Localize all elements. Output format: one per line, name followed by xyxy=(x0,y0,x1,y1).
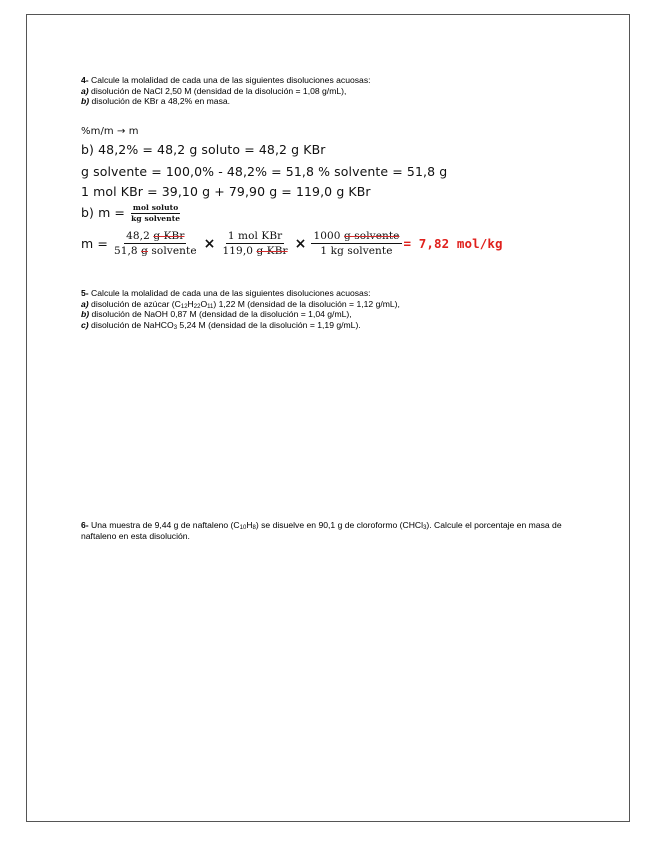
statement-text: ). Calcule el porcentaje en masa de naftaleno en esta disolución. xyxy=(81,520,562,541)
cancelled-unit: g KBr xyxy=(256,245,288,257)
fraction-denominator xyxy=(220,244,289,258)
handwritten-line-1: b) 48,2% = 48,2 g soluto = 48,2 g KBr xyxy=(81,142,326,157)
problem-4-part-b xyxy=(81,96,581,107)
part-text: disolución de KBr a 48,2% en masa. xyxy=(91,96,231,106)
statement-text: ) se disuelve en 90,1 g de cloroformo (CHCl xyxy=(255,520,424,530)
fraction-denominator: 1 kg solvente xyxy=(320,245,393,257)
subscript: 11 xyxy=(207,303,214,310)
part-label: a) xyxy=(81,298,89,309)
problem-number: 6- xyxy=(81,520,89,530)
part-label: c) xyxy=(81,319,89,330)
fraction-denominator xyxy=(112,244,199,258)
fraction-denominator: kg solvente xyxy=(131,214,181,223)
handwritten-pct-label: %m/m → m xyxy=(81,126,139,137)
fraction-mass-solute xyxy=(112,229,199,258)
num-value: 48,2 xyxy=(126,230,154,242)
part-label: b) xyxy=(81,96,90,106)
statement-text: Calcule la molalidad de cada una de las siguientes disoluciones acuosas: xyxy=(91,288,371,298)
molality-definition-fraction xyxy=(129,203,182,224)
part-text: O xyxy=(200,298,208,309)
problem-number: 4- xyxy=(81,75,89,85)
cancelled-unit: g KBr xyxy=(153,230,185,242)
problem-5-part-a xyxy=(81,299,581,310)
part-text: disolución de NaHCO xyxy=(91,319,174,330)
problem-5 xyxy=(81,288,581,330)
handwritten-line-4 xyxy=(81,203,182,224)
result-answer: = 7,82 mol/kg xyxy=(403,236,503,251)
problem-4-part-a xyxy=(81,86,581,97)
part-text: H xyxy=(187,298,194,309)
subscript: 3 xyxy=(423,525,427,531)
part-text: disolución de NaOH 0,87 M (densidad de la disolución = 1,04 g/mL), xyxy=(91,309,352,319)
subscript: 3 xyxy=(173,324,178,331)
handwritten-line-2: g solvente = 100,0% - 48,2% = 51,8 % solvente = 51,8 g xyxy=(81,164,448,179)
fraction-numerator: 1 mol KBr xyxy=(227,230,283,242)
part-text: disolución de azúcar (C xyxy=(91,298,181,309)
fraction-numerator xyxy=(124,229,186,244)
problem-5-part-c xyxy=(81,320,581,331)
fraction-numerator xyxy=(311,229,401,244)
num-value: 1000 xyxy=(313,230,345,242)
den-value: 51,8 xyxy=(113,245,142,257)
fraction-molar-mass xyxy=(220,229,289,258)
cancelled-unit: g solvente xyxy=(344,230,400,242)
statement-text: Calcule la molalidad de cada una de las siguientes disoluciones acuosas: xyxy=(91,75,371,85)
handwritten-line-3: 1 mol KBr = 39,10 g + 79,90 g = 119,0 g KBr xyxy=(81,184,371,199)
statement-text: Una muestra de 9,44 g de naftaleno (C xyxy=(88,520,240,530)
subscript: 10 xyxy=(239,525,247,531)
fraction-conversion xyxy=(311,229,401,258)
den-unit: solvente xyxy=(147,245,197,257)
problem-number: 5- xyxy=(81,288,89,298)
problem-4 xyxy=(81,75,581,107)
den-value: 119,0 xyxy=(222,245,257,257)
problem-5-statement xyxy=(81,288,581,299)
calc-prefix: m = xyxy=(81,236,108,251)
problem-4-statement xyxy=(81,75,581,86)
multiply-sign: × xyxy=(203,235,216,252)
molality-prefix: b) m = xyxy=(81,205,126,220)
cancelled-unit: g xyxy=(141,245,148,257)
multiply-sign: × xyxy=(294,235,307,252)
subscript: 8 xyxy=(252,525,256,531)
part-label: a) xyxy=(81,85,89,96)
subscript: 22 xyxy=(193,303,201,310)
part-text: disolución de NaCl 2,50 M (densidad de la disolución = 1,08 g/mL), xyxy=(91,85,347,96)
part-text: 5,24 M (densidad de la disolución = 1,19 g/mL). xyxy=(177,319,361,330)
part-label: b) xyxy=(81,309,90,319)
fraction-numerator: mol soluto xyxy=(132,203,179,212)
problem-5-part-b xyxy=(81,309,581,320)
handwritten-line-5 xyxy=(81,229,503,258)
problem-6 xyxy=(81,520,581,541)
part-text: ) 1,22 M (densidad de la disolución = 1,12 g/mL), xyxy=(213,298,400,309)
subscript: 12 xyxy=(180,303,188,310)
statement-text: H xyxy=(246,520,253,530)
